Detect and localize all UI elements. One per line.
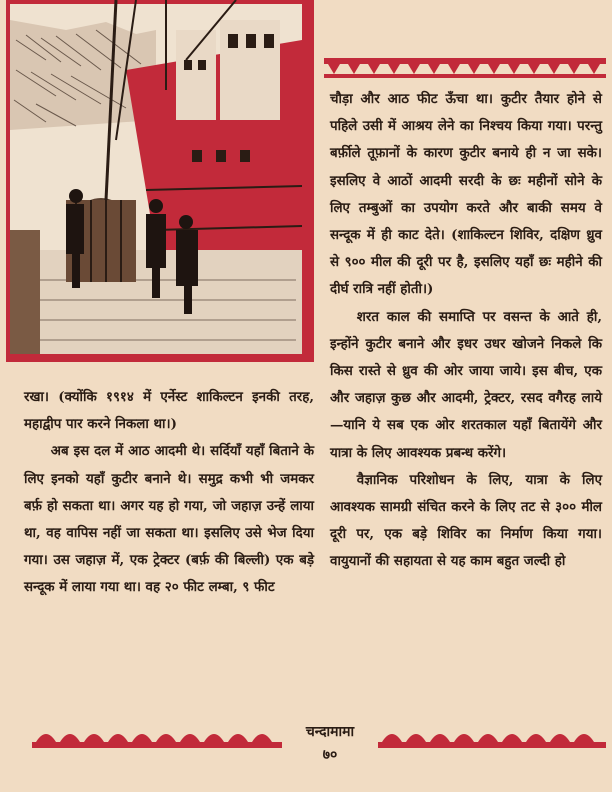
decorative-border-bottom-left	[32, 724, 282, 750]
ship-loading-icon	[6, 0, 314, 362]
right-paragraph-1: चौड़ा और आठ फीट ऊँचा था। कुटीर तैयार होने से पहिले उसी में आश्रय लेने का निश्चय किया गया। परन्तु बर्फ़ीले तूफ़ानों के कारण कुटीर बनाये ही न जा सके। इसलिए वे आठों आदमी सरदी के छः महीनों सोने के लिए तम्बुओं का उपयोग करते और बाकी समय वे सन्दूक में ही काट देते। (शाकिल्टन शिविर, दक्षिण ध्रुव से ९०० मील की दूरी पर है, इसलिए यहाँ छः महीने की दीर्घ रात्रि नहीं होती।)	[330, 91, 602, 298]
left-text-column	[24, 384, 314, 602]
left-paragraph-1: रखा। (क्योंकि १९१४ में एर्नेस्ट शाकिल्टन इनकी तरह, महाद्वीप पार करने निकला था।)	[24, 389, 314, 433]
right-text-column	[330, 86, 602, 576]
ship-unloading-illustration	[6, 0, 314, 362]
magazine-title: चन्दामामा	[305, 724, 355, 740]
right-paragraph-2: शरत काल की समाप्ति पर वसन्त के आते ही, इन्होंने कुटीर बनाने और इधर उधर खोजने निकले कि किस रास्ते से ध्रुव की ओर जाया जाये। इस बीच, एक और जहाज़ कुछ और आदमी, ट्रेक्टर, रसद वगैरह लाये—यानि ये सब एक ओर शरतकाल यहाँ बितायेंगे और यात्रा के लिए आवश्यक प्रबन्ध करेंगे।	[330, 308, 602, 461]
right-paragraph-3: वैज्ञानिक परिशोधन के लिए, यात्रा के लिए आवश्यक सामग्री संचित करने के लिए तट से ३०० मील दूरी पर, एक बड़े शिविर का निर्माण किया गया। वायुयानों की सहायता से यह काम बहुत जल्दी हो	[330, 471, 602, 570]
page-number: ७०	[322, 747, 338, 763]
left-paragraph-2: अब इस दल में आठ आदमी थे। सर्दियाँ यहाँ बिताने के लिए इनको यहाँ कुटीर बनाने थे। समुद्र कभी भी जमकर बर्फ़ हो सकता था। अगर यह हो गया, जो जहाज़ उन्हें लाया था, वह वापिस नहीं जा सकता था। इसलिए उसे भेज दिया गया। उस जहाज़ में, एक ट्रेक्टर (बर्फ़ की बिल्ली) एक बड़े सन्दूक में लाया गया था। वह २० फीट लम्बा, ९ फीट	[24, 443, 314, 596]
decorative-border-bottom-right	[378, 724, 606, 750]
decorative-border-top	[318, 56, 612, 82]
